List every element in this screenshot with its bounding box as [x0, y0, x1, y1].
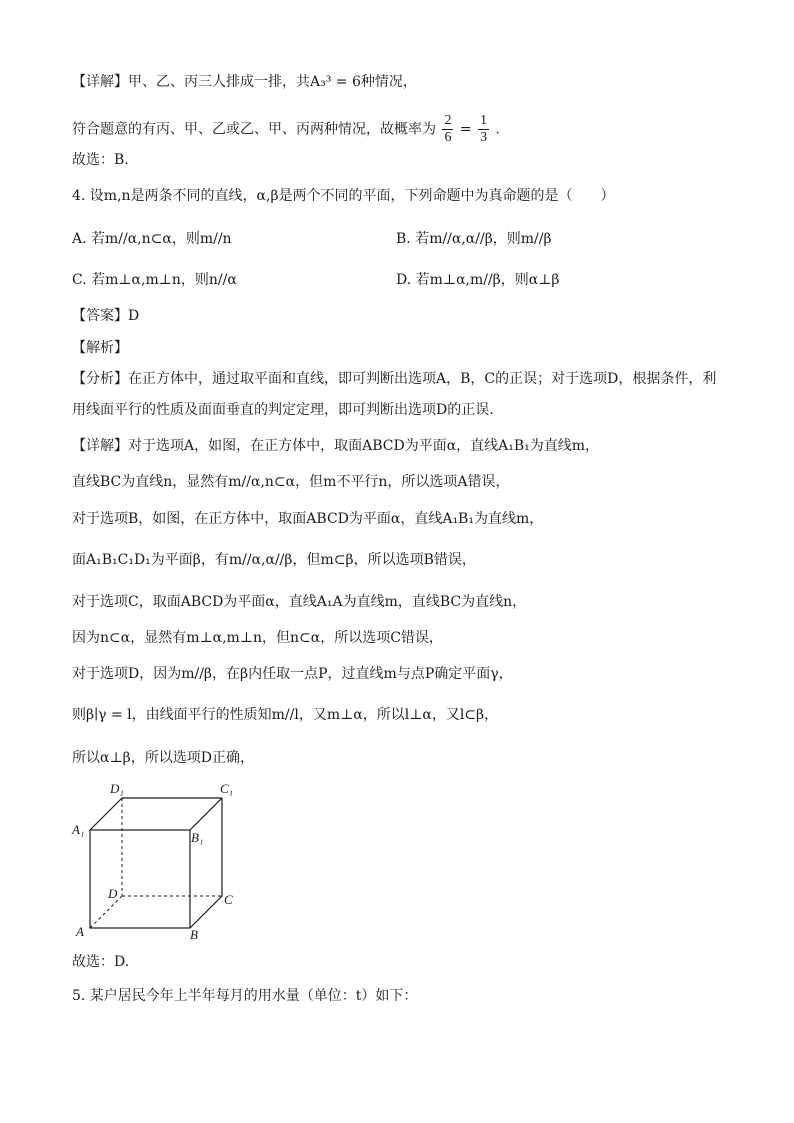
- choose-b: 故选：B.: [72, 152, 129, 168]
- analysis-line-2: 用线面平行的性质及面面垂直的判定定理，即可判断出选项D的正误.: [72, 402, 494, 418]
- analysis-label: 【解析】: [72, 340, 128, 356]
- fraction-1-3: [478, 113, 489, 146]
- label-c: C: [224, 892, 233, 907]
- explain-line-6: 因为n⊂α，显然有m⊥α,m⊥n，但n⊂α，所以选项C错误，: [72, 630, 443, 646]
- question-4: 4. 设m,n是两条不同的直线，α,β是两个不同的平面，下列命题中为真命题的是（ ）: [72, 188, 615, 204]
- option-d: D. 若m⊥α,m//β，则α⊥β: [396, 272, 560, 288]
- label-b1: B₁: [191, 830, 204, 845]
- cube-diagram: [70, 778, 250, 943]
- label-a1: A₁: [72, 822, 85, 837]
- fraction-denominator: 3: [480, 130, 488, 145]
- detail-line-2-text: 符合题意的有丙、甲、乙或乙、甲、丙两种情况，故概率为: [72, 121, 436, 138]
- fraction-numerator: 2: [444, 113, 452, 128]
- explain-line-4: 面A₁B₁C₁D₁为平面β，有m//α,α//β，但m⊂β，所以选项B错误，: [72, 552, 476, 568]
- explain-line-9: 所以α⊥β，所以选项D正确，: [72, 750, 254, 766]
- explain-line-3: 对于选项B，如图，在正方体中，取面ABCD为平面α，直线A₁B₁为直线m，: [72, 511, 544, 527]
- label-a: A: [76, 924, 84, 939]
- option-c: C. 若m⊥α,m⊥n，则n//α: [72, 272, 237, 288]
- period: .: [495, 121, 500, 138]
- explain-line-1: 【详解】对于选项A，如图，在正方体中，取面ABCD为平面α，直线A₁B₁为直线m，: [72, 438, 600, 454]
- edge-b-c: [190, 896, 222, 928]
- edge-b1-c1: [190, 798, 222, 830]
- explain-line-5: 对于选项C，取面ABCD为平面α，直线A₁A为直线m，直线BC为直线n，: [72, 594, 527, 610]
- choose-d: 故选：D.: [72, 954, 130, 970]
- explain-line-8: 则β∣γ = l，由线面平行的性质知m//l，又m⊥α，所以l⊥α，又l⊂β，: [72, 707, 499, 723]
- edge-a1-d1: [90, 798, 122, 830]
- detail-line-1: 【详解】甲、乙、丙三人排成一排，共A₃³ = 6种情况，: [72, 74, 417, 90]
- fraction-denominator: 6: [444, 130, 452, 145]
- label-c1: C₁: [220, 781, 234, 796]
- detail-line-2: [72, 113, 500, 146]
- option-a: A. 若m//α,n⊂α，则m//n: [72, 231, 232, 247]
- explain-line-2: 直线BC为直线n，显然有m//α,n⊂α，但m不平行n，所以选项A错误，: [72, 474, 510, 490]
- equals-sign: =: [459, 121, 472, 138]
- label-b: B: [190, 927, 198, 942]
- option-b: B. 若m//α,α//β，则m//β: [396, 231, 552, 247]
- label-d: D: [108, 886, 118, 901]
- explain-line-7: 对于选项D，因为m//β，在β内任取一点P，过直线m与点P确定平面γ，: [72, 666, 513, 682]
- fraction-2-6: [442, 113, 453, 146]
- analysis-line-1: 【分析】在正方体中，通过取平面和直线，即可判断出选项A，B，C的正误；对于选项D，根据条件，利: [72, 371, 717, 387]
- answer-label: 【答案】D: [72, 308, 140, 324]
- label-d1: D₁: [110, 781, 124, 796]
- fraction-numerator: 1: [480, 113, 488, 128]
- question-5: 5. 某户居民今年上半年每月的用水量（单位：t）如下：: [72, 988, 418, 1004]
